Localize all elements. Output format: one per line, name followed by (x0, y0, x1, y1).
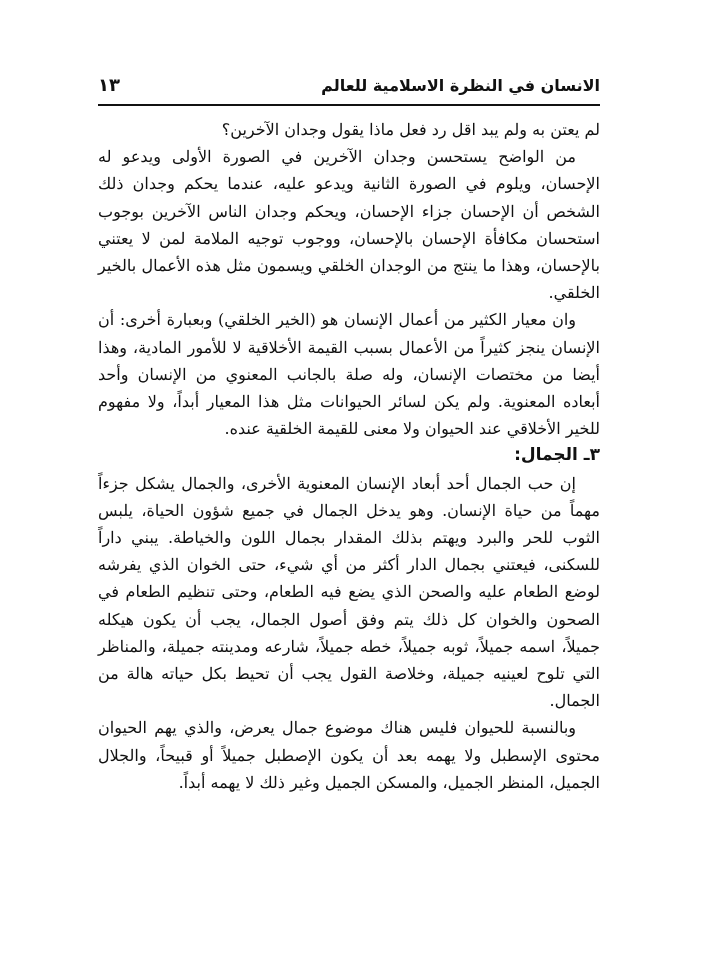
page-header (98, 74, 600, 102)
header-divider (98, 104, 600, 106)
section-heading: ٣ـ الجمال: (514, 445, 600, 466)
paragraph: وان معيار الكثير من أعمال الإنسان هو (الخير الخلقي) وبعبارة أخرى: أن الإنسان ينجز كثيراً من الأعمال بسبب القيمة الأخلاقية لا للأمور المادية، وهذا أيضا من مختصات الإنسان، وله صلة بالجانب المعنوي من الإنسان وأحد أبعاده المعنوية. ولم يكن لسائر الحيوانات مثل هذا المعيار أبداً، ولا مفهوم للخير الأخلاقي عند الحيوان ولا معنى للقيمة الخلقية عنده. (98, 310, 600, 439)
running-title: الانسان في النظرة الاسلامية للعالم (321, 76, 600, 95)
paragraph: لم يعتن به ولم يبد اقل رد فعل ماذا يقول وجدان الآخرين؟ (221, 120, 600, 139)
paragraph: من الواضح يستحسن وجدان الآخرين في الصورة الأولى ويدعو له الإحسان، ويلوم في الصورة الثانية ويدعو عليه، عندما يحكم وجدان ذلك الشخص أن الإحسان جزاء الإحسان، ويحكم وجدان الناس الآخرين بوجوب استحسان مكافأة الإحسان بالإحسان، ووجوب توجيه الملامة لمن لا يعتني بالإحسان، وهذا ما ينتج من الوجدان الخلقي ويسمون مثل هذه الأعمال بالخير الخلقي. (98, 147, 600, 303)
page-number: ١٣ (98, 75, 120, 96)
paragraph: وبالنسبة للحيوان فليس هناك موضوع جمال يعرض، والذي يهم الحيوان محتوى الإسطبل ولا يهمه بعد أن يكون الإصطبل جميلاً أو قبيحاً، والجلال الجميل، المنظر الجميل، والمسكن الجميل وغير ذلك لا يهمه أبداً. (98, 718, 601, 792)
paragraph: إن حب الجمال أحد أبعاد الإنسان المعنوية الأخرى، والجمال يشكل جزءاً مهماً من حياة الإنسان. وهو يدخل الجمال في جميع شؤون الحياة، يلبس الثوب للحر والبرد ويهتم بذلك المقدار بجمال اللون والخياطة. يبني داراً للسكنى، فيعتني بجمال الدار أكثر من أي شيء، حتى الخوان الذي يفرشه لوضع الطعام عليه والصحن الذي يضع فيه الطعام، وحتى تنظيم الطعام في الصحون والخوان كل ذلك يتم وفق أصول الجمال، يجب أن يكون هيكله جميلاً، اسمه جميلاً، ثوبه جميلاً، خطه جميلاً، شارعه ومدينته جميلة، والمناظر التي تلوح لعينيه جميلة، وخلاصة القول يجب أن تحيط بكل حياته هالة من الجمال. (98, 473, 601, 711)
body-text (98, 116, 600, 796)
